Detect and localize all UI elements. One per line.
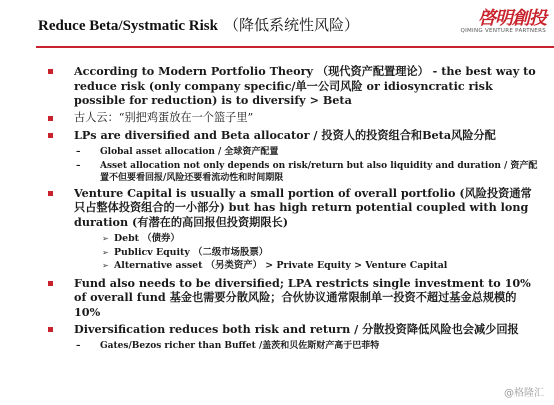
arrow-item-text: Publicv Equity （二级市场股票） xyxy=(114,246,269,258)
bullet-text: Diversification reduces both risk and return / 分散投资降低风险也会减少回报 xyxy=(74,322,519,336)
sub-bullet-global-allocation: – Global asset allocation / 全球资产配置 xyxy=(76,146,279,157)
bullet-text: According to Modern Portfolio Theory （现代资产配置理论） - the best way to reduce risk (only company specific/单一公司风险 or idiosyncratic risk possible for reduction) is to diversify > Beta xyxy=(74,64,536,107)
bullet-marker xyxy=(48,69,53,74)
bullet-marker xyxy=(48,191,53,196)
slide-title-en: Reduce Beta/Systmatic Risk xyxy=(38,18,218,34)
sub-bullet-text: Gates/Bezos richer than Buffet /盖茨和贝佐斯财产高于巴菲特 xyxy=(100,340,380,351)
bullet-text: Fund also needs to be diversified; LPA restricts single investment to 10% of overall fund 基金也需要分散风险；合伙协议通常限制单一投资不超过基金总规模的10% xyxy=(74,275,531,319)
slide-title xyxy=(38,14,359,35)
bullet-modern-portfolio-theory xyxy=(48,64,538,108)
arrow-item-text: Debt （债券） xyxy=(114,233,180,244)
bullet-marker xyxy=(48,133,53,138)
arrow-item-text: Alternative asset （另类资产） > Private Equity > Venture Capital xyxy=(114,260,448,271)
title-bar xyxy=(0,0,554,52)
arrow-icon: ➢ xyxy=(102,247,109,257)
bullet-venture-capital xyxy=(48,186,538,230)
watermark: @格隆汇 xyxy=(504,388,544,399)
arrow-item-debt xyxy=(48,232,538,246)
bullet-proverb xyxy=(48,111,538,126)
qiming-logo xyxy=(460,4,546,42)
sub-bullet-asset-allocation: – Asset allocation not only depends on risk/return but also liquidity and duration / 资产配置不但要看回报/风险还要看流动性和时间期限 xyxy=(76,160,538,183)
bullet-diversification-return xyxy=(48,322,538,337)
arrow-icon: ➢ xyxy=(102,261,109,270)
bullet-text: LPs are diversified and Beta allocator / 投资人的投资组合和Beta风险分配 xyxy=(74,128,496,142)
logo-subtitle: QIMING VENTURE PARTNERS xyxy=(460,28,546,34)
arrow-item-alternative-asset xyxy=(48,259,538,273)
bullet-marker xyxy=(48,281,53,286)
title-divider xyxy=(36,46,554,48)
logo-name: 啓明創投 xyxy=(478,8,546,29)
slide-title-cn: （降低系统性风险） xyxy=(224,18,360,34)
arrow-icon: ➢ xyxy=(102,234,109,243)
bullet-marker xyxy=(48,116,53,121)
sub-bullet-text: Global asset allocation / 全球资产配置 xyxy=(100,146,279,157)
arrow-item-public-equity xyxy=(48,246,538,260)
bullet-lps-diversified xyxy=(48,128,538,143)
bullet-list xyxy=(48,64,538,354)
bullet-text: 古人云：“别把鸡蛋放在一个篮子里” xyxy=(74,110,254,124)
bullet-marker xyxy=(48,327,53,332)
bullet-text: Venture Capital is usually a small portion of overall portfolio (风险投资通常只占整体投资组合的一小部分) but has high return potential coupled with long duration (有潜在的高回报但投资期限长) xyxy=(74,185,532,229)
sub-bullet-gates-bezos: – Gates/Bezos richer than Buffet /盖茨和贝佐斯财产高于巴菲特 xyxy=(76,340,380,351)
sub-bullet-text: Asset allocation not only depends on risk/return but also liquidity and duration / 资产配置不但要看回报/风险还要看流动性和时间期限 xyxy=(100,160,538,183)
bullet-fund-diversified xyxy=(48,276,538,320)
